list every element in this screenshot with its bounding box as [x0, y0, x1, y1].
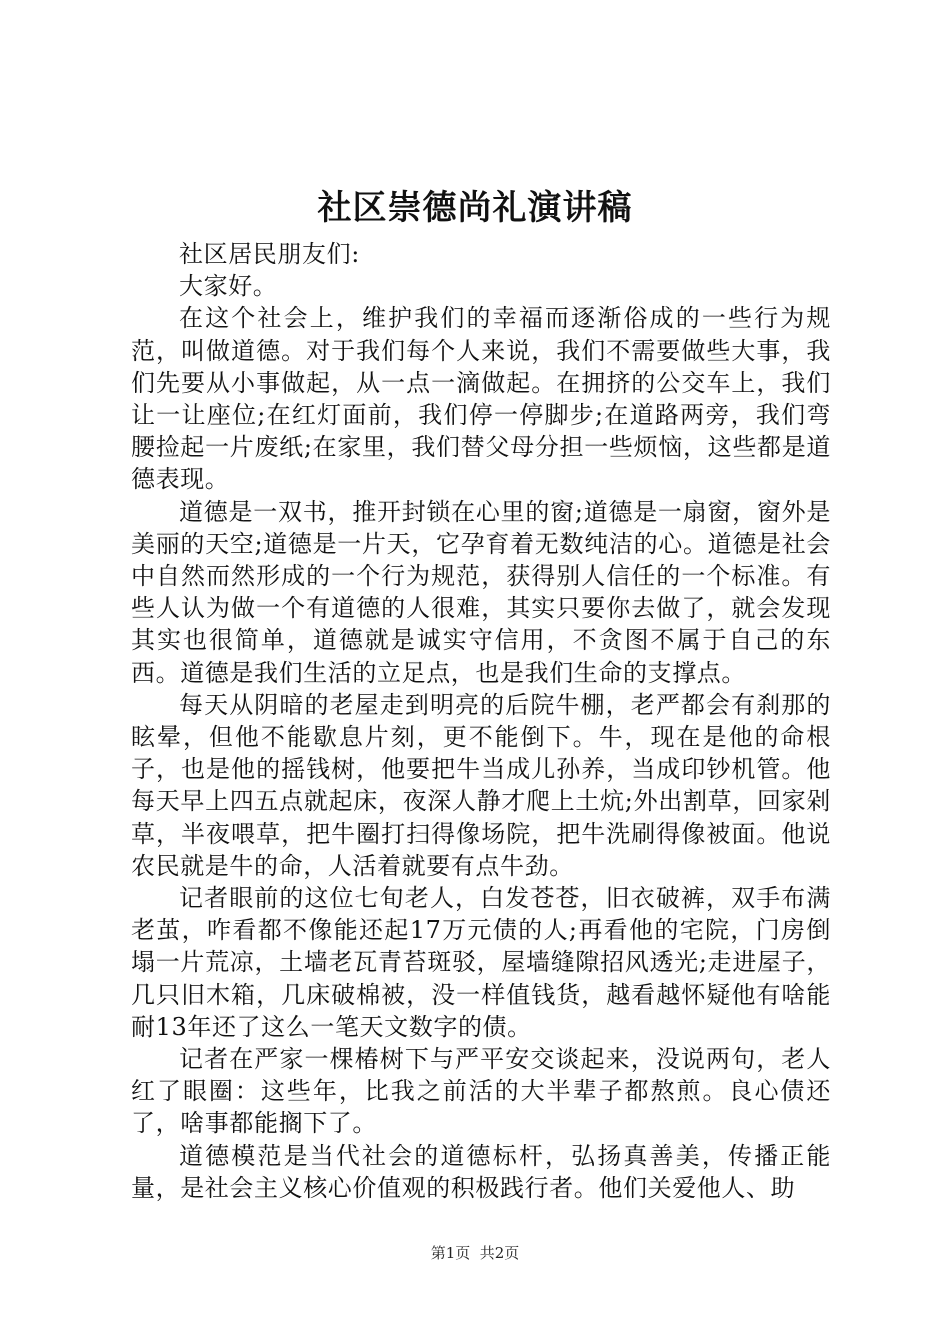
document-title: 社区崇德尚礼演讲稿 [317, 188, 633, 228]
page-footer [0, 1243, 950, 1263]
document-body [131, 238, 831, 1204]
page-number: 第1页 共2页 [430, 1244, 520, 1262]
paragraph: 记者眼前的这位七旬老人，白发苍苍，旧衣破裤，双手布满老茧，咋看都不像能还起17万元债的人;再看他的宅院，门房倒塌一片荒凉，土墙老瓦青苔斑驳，屋墙缝隙招风透光;走进屋子，几只旧木箱，几床破棉被，没一样值钱货，越看越怀疑他有啥能耐13年还了这么一笔天文数字的债。 [131, 884, 831, 1041]
greeting: 大家好。 [179, 272, 278, 301]
paragraph: 在这个社会上，维护我们的幸福而逐渐俗成的一些行为规范，叫做道德。对于我们每个人来说，我们不需要做些大事，我们先要从小事做起，从一点一滴做起。在拥挤的公交车上，我们让一让座位;在红灯面前，我们停一停脚步;在道路两旁，我们弯腰捡起一片废纸;在家里，我们替父母分担一些烦恼，这些都是道德表现。 [131, 304, 831, 494]
paragraph: 每天从阴暗的老屋走到明亮的后院牛棚，老严都会有刹那的眩晕，但他不能歇息片刻，更不能倒下。牛，现在是他的命根子，也是他的摇钱树，他要把牛当成儿孙养，当成印钞机管。他每天早上四五点就起床，夜深人静才爬上土炕;外出割草，回家剁草，半夜喂草，把牛圈打扫得像场院，把牛洗刷得像被面。他说农民就是牛的命，人活着就要有点牛劲。 [131, 690, 831, 880]
paragraph: 道德是一双书，推开封锁在心里的窗;道德是一扇窗，窗外是美丽的天空;道德是一片天，它孕育着无数纯洁的心。道德是社会中自然而然形成的一个行为规范，获得别人信任的一个标准。有些人认为做一个有道德的人很难，其实只要你去做了，就会发现其实也很简单，道德就是诚实守信用，不贪图不属于自己的东西。道德是我们生活的立足点，也是我们生命的支撑点。 [131, 497, 831, 687]
paragraph: 道德模范是当代社会的道德标杆，弘扬真善美，传播正能量，是社会主义核心价值观的积极践行者。他们关爱他人、助 [131, 1141, 831, 1202]
salutation: 社区居民朋友们: [179, 240, 360, 268]
paragraph: 记者在严家一棵椿树下与严平安交谈起来，没说两句，老人红了眼圈：这些年，比我之前活的大半辈子都熬煎。良心债还了，啥事都能搁下了。 [131, 1045, 831, 1138]
